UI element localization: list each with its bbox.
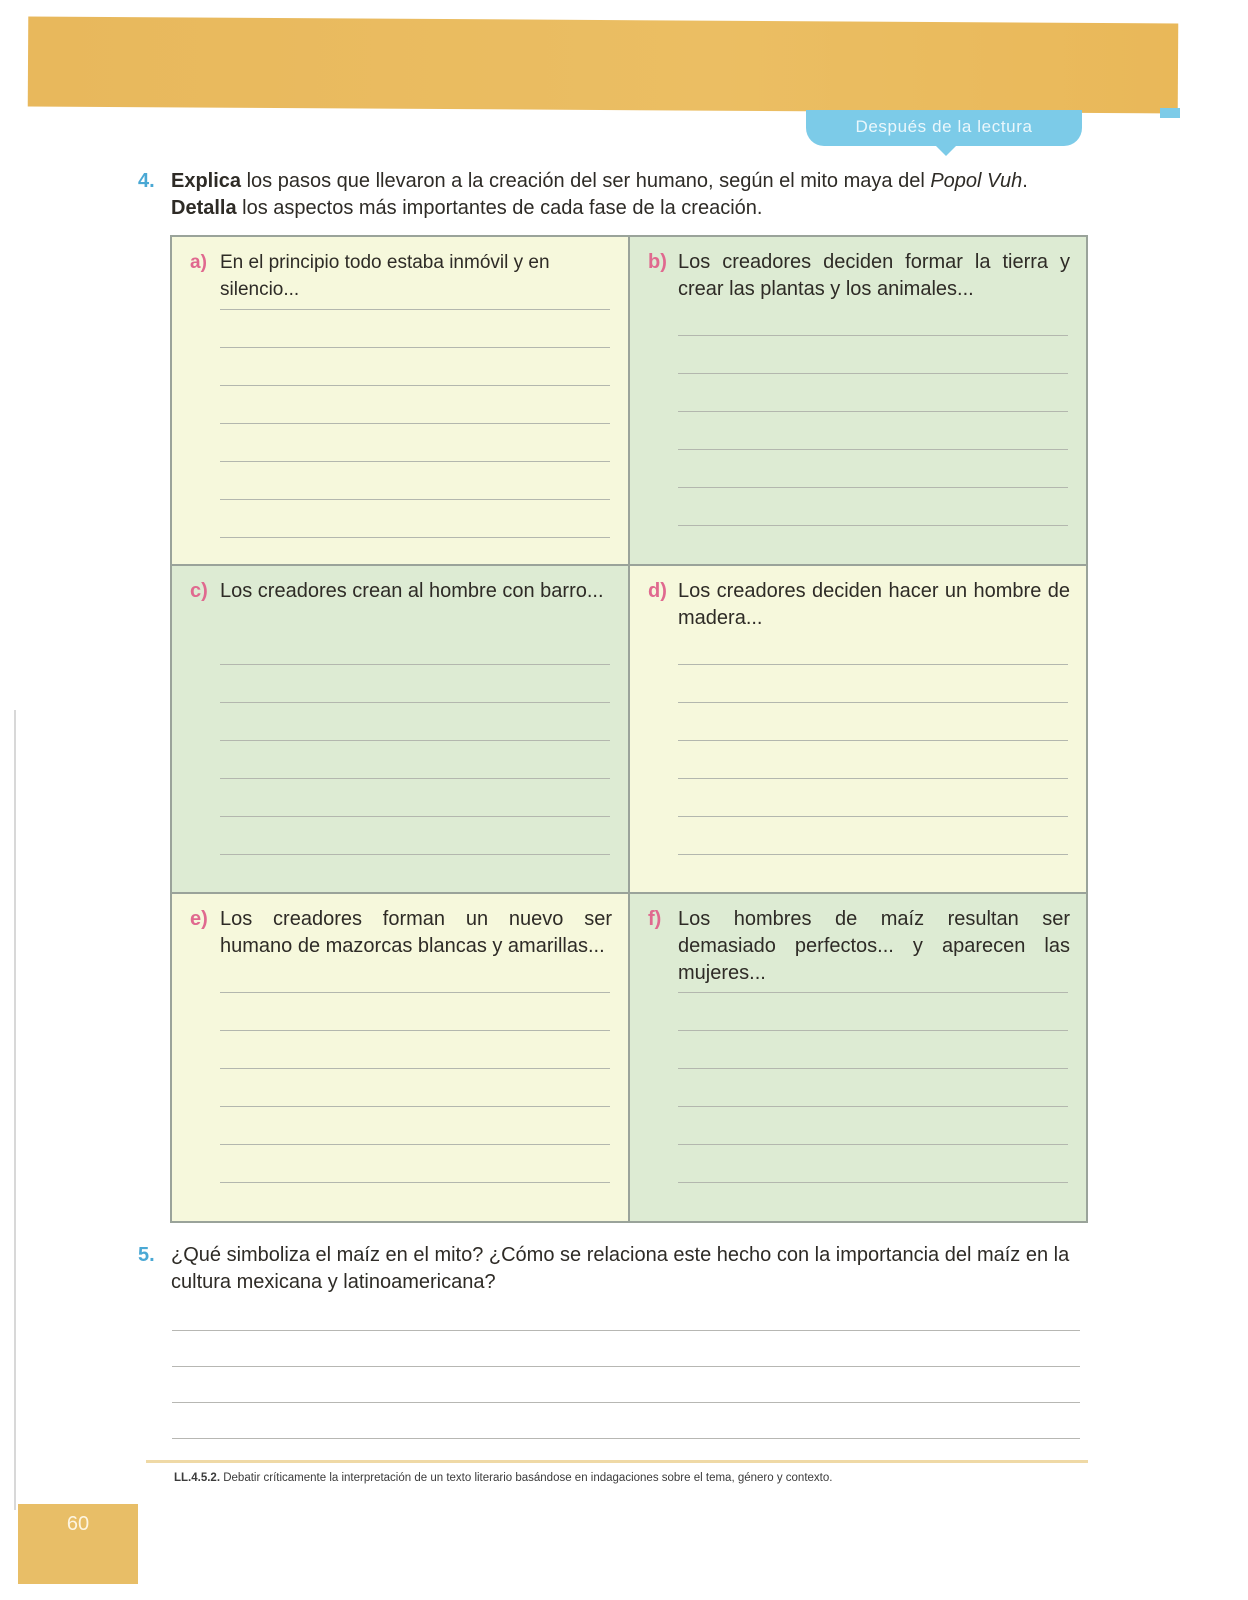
step-cell-e: [171, 893, 629, 1222]
answer-line[interactable]: [678, 664, 1068, 665]
answer-line[interactable]: [220, 702, 610, 703]
answer-line[interactable]: [220, 854, 610, 855]
step-letter: f): [648, 908, 662, 931]
step-prompt: Los creadores deciden formar la tierra y crear las plantas y los animales...: [678, 251, 1070, 300]
page-number: 60: [18, 1504, 138, 1584]
question-number: 4.: [138, 170, 155, 192]
page-edge: [14, 710, 16, 1510]
answer-line[interactable]: [678, 335, 1068, 336]
step-letter: a): [190, 252, 207, 273]
instruction-verb: Detalla: [171, 197, 237, 219]
answer-line[interactable]: [678, 1144, 1068, 1145]
question-number: 5.: [138, 1244, 155, 1266]
answer-line[interactable]: [220, 499, 610, 500]
criterion-code: LL.4.5.2.: [174, 1472, 221, 1484]
answer-line[interactable]: [220, 1106, 610, 1107]
step-prompt: Los creadores crean al hombre con barro...: [220, 579, 604, 602]
book-title: Popol Vuh: [930, 170, 1023, 192]
creation-steps-grid: [170, 235, 1088, 1223]
answer-line[interactable]: [220, 992, 610, 993]
section-tab: Después de la lectura: [806, 110, 1082, 146]
answer-line[interactable]: [678, 778, 1068, 779]
answer-line[interactable]: [220, 537, 610, 538]
answer-line[interactable]: [172, 1402, 1080, 1403]
instruction-verb: Explica: [171, 170, 242, 192]
step-heading: [648, 578, 1070, 632]
answer-line[interactable]: [220, 1030, 610, 1031]
answer-line[interactable]: [220, 309, 610, 310]
question-4: [138, 168, 1088, 222]
answer-line[interactable]: [678, 992, 1068, 993]
step-heading: [190, 906, 612, 960]
answer-line[interactable]: [678, 1182, 1068, 1183]
answer-line[interactable]: [678, 411, 1068, 412]
step-heading: [648, 249, 1070, 303]
skill-criterion: [174, 1472, 832, 1484]
step-heading: [190, 249, 612, 303]
step-cell-f: [629, 893, 1087, 1222]
question-text-part: los pasos que llevaron a la creación del ser humano, según el mito maya del: [241, 170, 931, 192]
step-heading: [190, 578, 612, 605]
answer-line[interactable]: [678, 373, 1068, 374]
step-heading: [648, 906, 1070, 987]
question-text-part: los aspectos más importantes de cada fase de la creación.: [236, 197, 763, 219]
step-cell-b: [629, 236, 1087, 565]
question-5: [138, 1242, 1088, 1296]
answer-line[interactable]: [220, 816, 610, 817]
answer-line[interactable]: [220, 778, 610, 779]
answer-line[interactable]: [220, 347, 610, 348]
header-band: [28, 16, 1179, 113]
answer-line[interactable]: [678, 702, 1068, 703]
answer-line[interactable]: [172, 1366, 1080, 1367]
criterion-text: Debatir críticamente la interpretación de un texto literario basándose en indagaciones sobre el tema, género y contexto.: [220, 1472, 833, 1484]
step-prompt: Los hombres de maíz resultan ser demasiado perfectos... y aparecen las mujeres...: [678, 908, 1070, 985]
answer-line[interactable]: [172, 1438, 1080, 1439]
answer-line[interactable]: [678, 1106, 1068, 1107]
step-letter: b): [648, 251, 667, 273]
answer-line[interactable]: [220, 664, 610, 665]
answer-line[interactable]: [678, 1068, 1068, 1069]
answer-line[interactable]: [678, 525, 1068, 526]
question-text: ¿Qué simboliza el maíz en el mito? ¿Cómo se relaciona este hecho con la importancia del maíz en la cultura mexicana y latinoamericana?: [171, 1244, 1070, 1293]
question-text: [171, 168, 1088, 222]
step-cell-a: [171, 236, 629, 565]
answer-line[interactable]: [220, 461, 610, 462]
step-letter: c): [190, 579, 208, 602]
answer-line[interactable]: [220, 1182, 610, 1183]
header-accent: [1160, 108, 1180, 118]
answer-line[interactable]: [678, 816, 1068, 817]
question-text-part: .: [1022, 170, 1028, 192]
answer-line[interactable]: [220, 1144, 610, 1145]
answer-line[interactable]: [678, 1030, 1068, 1031]
answer-line[interactable]: [678, 449, 1068, 450]
answer-line[interactable]: [678, 854, 1068, 855]
answer-line[interactable]: [172, 1330, 1080, 1331]
step-prompt: Los creadores deciden hacer un hombre de madera...: [678, 579, 1070, 629]
footer-divider: [146, 1460, 1088, 1463]
answer-line[interactable]: [220, 1068, 610, 1069]
answer-line[interactable]: [220, 423, 610, 424]
answer-line[interactable]: [678, 740, 1068, 741]
step-prompt: Los creadores forman un nuevo ser humano de mazorcas blancas y amarillas...: [220, 908, 612, 958]
step-cell-d: [629, 565, 1087, 894]
step-prompt: En el principio todo estaba inmóvil y en silencio...: [220, 252, 550, 300]
answer-line[interactable]: [678, 487, 1068, 488]
step-cell-c: [171, 565, 629, 894]
answer-line[interactable]: [220, 740, 610, 741]
step-letter: e): [190, 908, 208, 931]
step-letter: d): [648, 579, 667, 602]
answer-line[interactable]: [220, 385, 610, 386]
